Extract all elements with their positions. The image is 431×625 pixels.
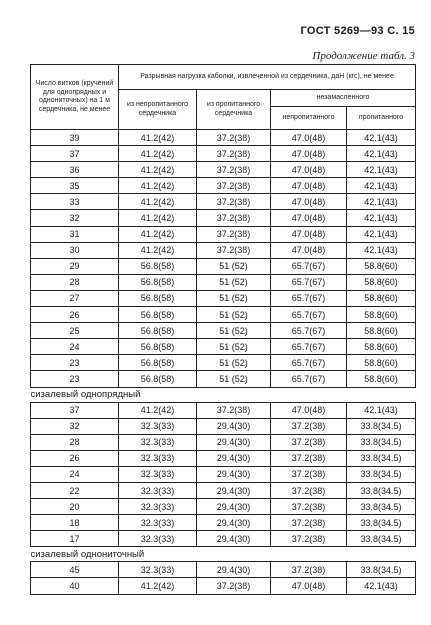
table-body <box>31 130 416 595</box>
cell-unimpregnated-core: 56.8(58) <box>119 274 197 290</box>
cell-unoiled-impregnated: 33.8(34.5) <box>347 418 416 434</box>
cell-unoiled-unimpregnated: 37.2(38) <box>271 562 347 578</box>
table-row <box>31 434 416 450</box>
cell-impregnated-core: 51 (52) <box>197 371 271 387</box>
cell-unoiled-unimpregnated: 47.0(48) <box>271 578 347 594</box>
cell-impregnated-core: 51 (52) <box>197 339 271 355</box>
cell-unoiled-impregnated: 33.8(34.5) <box>347 562 416 578</box>
cell-twists: 35 <box>31 178 119 194</box>
table-row <box>31 307 416 323</box>
cell-unimpregnated-core: 41.2(42) <box>119 226 197 242</box>
cell-impregnated-core: 51 (52) <box>197 258 271 274</box>
cell-impregnated-core: 29.4(30) <box>197 418 271 434</box>
cell-unimpregnated-core: 41.2(42) <box>119 146 197 162</box>
header-impregnated: пропитанного <box>347 107 416 130</box>
cell-unimpregnated-core: 41.2(42) <box>119 210 197 226</box>
cell-unimpregnated-core: 41.2(42) <box>119 242 197 258</box>
cell-unoiled-impregnated: 42.1(43) <box>347 242 416 258</box>
cell-twists: 27 <box>31 290 119 306</box>
cell-unoiled-unimpregnated: 65.7(67) <box>271 274 347 290</box>
cell-unimpregnated-core: 32.3(33) <box>119 562 197 578</box>
cell-unoiled-impregnated: 33.8(34.5) <box>347 515 416 531</box>
cell-twists: 23 <box>31 371 119 387</box>
cell-impregnated-core: 51 (52) <box>197 355 271 371</box>
table-row <box>31 515 416 531</box>
cell-impregnated-core: 29.4(30) <box>197 450 271 466</box>
table-row <box>31 226 416 242</box>
cell-twists: 30 <box>31 242 119 258</box>
cell-unoiled-impregnated: 58.8(60) <box>347 323 416 339</box>
cell-impregnated-core: 51 (52) <box>197 274 271 290</box>
cell-impregnated-core: 37.2(38) <box>197 402 271 418</box>
cell-unimpregnated-core: 56.8(58) <box>119 371 197 387</box>
cell-impregnated-core: 29.4(30) <box>197 434 271 450</box>
cell-impregnated-core: 37.2(38) <box>197 210 271 226</box>
table-row <box>31 258 416 274</box>
cell-twists: 37 <box>31 146 119 162</box>
cell-unoiled-impregnated: 58.8(60) <box>347 371 416 387</box>
cell-unoiled-impregnated: 33.8(34.5) <box>347 531 416 547</box>
cell-twists: 29 <box>31 258 119 274</box>
cell-unoiled-impregnated: 58.8(60) <box>347 258 416 274</box>
cell-unimpregnated-core: 41.2(42) <box>119 130 197 146</box>
table-row <box>31 162 416 178</box>
header-unoiled: незамасленного <box>271 90 416 107</box>
cell-unoiled-impregnated: 42.1(43) <box>347 578 416 594</box>
cell-twists: 37 <box>31 402 119 418</box>
cell-impregnated-core: 29.4(30) <box>197 482 271 498</box>
cell-impregnated-core: 37.2(38) <box>197 162 271 178</box>
cell-twists: 22 <box>31 482 119 498</box>
cell-unoiled-unimpregnated: 37.2(38) <box>271 418 347 434</box>
cell-twists: 45 <box>31 562 119 578</box>
table-continuation-label: Продолжение табл. 3 <box>312 50 415 62</box>
cell-unimpregnated-core: 56.8(58) <box>119 355 197 371</box>
table-row <box>31 242 416 258</box>
table-row <box>31 578 416 594</box>
section-label-sisal-single-strand: сизалевый однопрядный <box>29 387 414 402</box>
table-row <box>31 499 416 515</box>
cell-unoiled-unimpregnated: 65.7(67) <box>271 290 347 306</box>
cell-twists: 28 <box>31 274 119 290</box>
header-unimpregnated-core: из непропитанного сердечника <box>119 90 197 130</box>
header-impregnated-core: из пропитанного сердечника <box>197 90 271 130</box>
cell-unimpregnated-core: 32.3(33) <box>119 515 197 531</box>
cell-unimpregnated-core: 41.2(42) <box>119 402 197 418</box>
cell-unoiled-unimpregnated: 47.0(48) <box>271 194 347 210</box>
cell-twists: 17 <box>31 531 119 547</box>
cell-unoiled-impregnated: 58.8(60) <box>347 290 416 306</box>
cell-impregnated-core: 37.2(38) <box>197 226 271 242</box>
cell-unimpregnated-core: 32.3(33) <box>119 531 197 547</box>
table-row <box>31 323 416 339</box>
table-row <box>31 562 416 578</box>
cell-twists: 33 <box>31 194 119 210</box>
table-row <box>31 450 416 466</box>
cell-unoiled-unimpregnated: 37.2(38) <box>271 531 347 547</box>
cell-unoiled-impregnated: 33.8(34.5) <box>347 450 416 466</box>
cell-unimpregnated-core: 32.3(33) <box>119 482 197 498</box>
cell-unoiled-impregnated: 33.8(34.5) <box>347 434 416 450</box>
cell-twists: 31 <box>31 226 119 242</box>
table-row <box>31 210 416 226</box>
cell-unoiled-unimpregnated: 37.2(38) <box>271 466 347 482</box>
cell-unimpregnated-core: 41.2(42) <box>119 578 197 594</box>
cell-unoiled-impregnated: 33.8(34.5) <box>347 466 416 482</box>
table-row <box>31 146 416 162</box>
header-breaking-load: Разрывная нагрузка каболки, извлеченной из сердечника, даН (кгс), не менее <box>119 65 416 90</box>
cell-unoiled-impregnated: 42.1(43) <box>347 146 416 162</box>
cell-unoiled-unimpregnated: 47.0(48) <box>271 130 347 146</box>
cell-unimpregnated-core: 32.3(33) <box>119 418 197 434</box>
cell-unoiled-unimpregnated: 47.0(48) <box>271 402 347 418</box>
cell-unimpregnated-core: 56.8(58) <box>119 290 197 306</box>
table-row <box>31 339 416 355</box>
cell-impregnated-core: 37.2(38) <box>197 146 271 162</box>
cell-unimpregnated-core: 56.8(58) <box>119 339 197 355</box>
cell-twists: 39 <box>31 130 119 146</box>
table-row <box>31 178 416 194</box>
cell-impregnated-core: 51 (52) <box>197 307 271 323</box>
cell-unoiled-unimpregnated: 47.0(48) <box>271 178 347 194</box>
cell-twists: 32 <box>31 418 119 434</box>
cell-twists: 24 <box>31 339 119 355</box>
cell-impregnated-core: 37.2(38) <box>197 178 271 194</box>
cell-unimpregnated-core: 56.8(58) <box>119 307 197 323</box>
cell-impregnated-core: 29.4(30) <box>197 531 271 547</box>
cell-unoiled-unimpregnated: 47.0(48) <box>271 242 347 258</box>
cell-twists: 24 <box>31 466 119 482</box>
header-twists: Число витков (кручений для однопрядных и однониточных) на 1 м сердечника, не менее <box>31 65 119 130</box>
cell-unoiled-impregnated: 33.8(34.5) <box>347 499 416 515</box>
table-row <box>31 355 416 371</box>
table-row <box>31 274 416 290</box>
table-row <box>31 194 416 210</box>
cell-twists: 36 <box>31 162 119 178</box>
cell-unoiled-unimpregnated: 47.0(48) <box>271 146 347 162</box>
table-row <box>31 531 416 547</box>
cell-impregnated-core: 29.4(30) <box>197 515 271 531</box>
cell-unimpregnated-core: 32.3(33) <box>119 499 197 515</box>
cell-unoiled-unimpregnated: 47.0(48) <box>271 162 347 178</box>
header-unimpregnated: непропитанного <box>271 107 347 130</box>
cell-unoiled-impregnated: 42.1(43) <box>347 210 416 226</box>
cell-unoiled-impregnated: 42.1(43) <box>347 194 416 210</box>
cell-twists: 20 <box>31 499 119 515</box>
cell-impregnated-core: 29.4(30) <box>197 499 271 515</box>
cell-unoiled-unimpregnated: 47.0(48) <box>271 210 347 226</box>
table-row <box>31 290 416 306</box>
cell-twists: 26 <box>31 307 119 323</box>
cell-impregnated-core: 29.4(30) <box>197 466 271 482</box>
cell-unimpregnated-core: 41.2(42) <box>119 194 197 210</box>
cell-twists: 28 <box>31 434 119 450</box>
cell-unoiled-unimpregnated: 37.2(38) <box>271 515 347 531</box>
cell-unoiled-unimpregnated: 37.2(38) <box>271 482 347 498</box>
table-row <box>31 371 416 387</box>
cell-unoiled-impregnated: 42.1(43) <box>347 162 416 178</box>
cell-unimpregnated-core: 32.3(33) <box>119 466 197 482</box>
cell-unoiled-unimpregnated: 65.7(67) <box>271 339 347 355</box>
page-header: ГОСТ 5269—93 С. 15 <box>300 25 415 37</box>
cell-impregnated-core: 37.2(38) <box>197 578 271 594</box>
cell-twists: 40 <box>31 578 119 594</box>
cell-unoiled-impregnated: 42.1(43) <box>347 178 416 194</box>
table-row <box>31 418 416 434</box>
cell-impregnated-core: 51 (52) <box>197 323 271 339</box>
cell-unoiled-unimpregnated: 65.7(67) <box>271 323 347 339</box>
cell-unoiled-unimpregnated: 37.2(38) <box>271 450 347 466</box>
cell-impregnated-core: 37.2(38) <box>197 194 271 210</box>
cell-unimpregnated-core: 41.2(42) <box>119 162 197 178</box>
cell-twists: 18 <box>31 515 119 531</box>
table-row <box>31 466 416 482</box>
cell-unimpregnated-core: 56.8(58) <box>119 323 197 339</box>
cell-twists: 23 <box>31 355 119 371</box>
cell-unimpregnated-core: 56.8(58) <box>119 258 197 274</box>
cell-impregnated-core: 51 (52) <box>197 290 271 306</box>
cell-unoiled-impregnated: 58.8(60) <box>347 355 416 371</box>
cell-unoiled-unimpregnated: 65.7(67) <box>271 371 347 387</box>
section-row <box>31 547 416 562</box>
cell-unoiled-impregnated: 42.1(43) <box>347 226 416 242</box>
cell-impregnated-core: 37.2(38) <box>197 130 271 146</box>
table-row <box>31 130 416 146</box>
cell-unoiled-unimpregnated: 37.2(38) <box>271 499 347 515</box>
table-row <box>31 482 416 498</box>
cell-unoiled-impregnated: 42.1(43) <box>347 130 416 146</box>
cell-unoiled-unimpregnated: 65.7(67) <box>271 355 347 371</box>
cell-unimpregnated-core: 41.2(42) <box>119 178 197 194</box>
section-row <box>31 387 416 402</box>
table-row <box>31 402 416 418</box>
cell-unoiled-impregnated: 58.8(60) <box>347 274 416 290</box>
cell-unoiled-impregnated: 58.8(60) <box>347 307 416 323</box>
cell-twists: 32 <box>31 210 119 226</box>
cell-twists: 25 <box>31 323 119 339</box>
cell-unoiled-impregnated: 42.1(43) <box>347 402 416 418</box>
section-label-sisal-single-yarn: сизалевый однониточный <box>29 547 414 562</box>
cell-unimpregnated-core: 32.3(33) <box>119 450 197 466</box>
cell-unoiled-impregnated: 58.8(60) <box>347 339 416 355</box>
cell-unoiled-unimpregnated: 47.0(48) <box>271 226 347 242</box>
cell-unoiled-unimpregnated: 37.2(38) <box>271 434 347 450</box>
cell-impregnated-core: 37.2(38) <box>197 242 271 258</box>
cell-unoiled-unimpregnated: 65.7(67) <box>271 307 347 323</box>
cell-impregnated-core: 29.4(30) <box>197 562 271 578</box>
cell-unoiled-unimpregnated: 65.7(67) <box>271 258 347 274</box>
cell-unoiled-impregnated: 33.8(34.5) <box>347 482 416 498</box>
cell-unimpregnated-core: 32.3(33) <box>119 434 197 450</box>
strength-table <box>30 64 416 595</box>
cell-twists: 26 <box>31 450 119 466</box>
